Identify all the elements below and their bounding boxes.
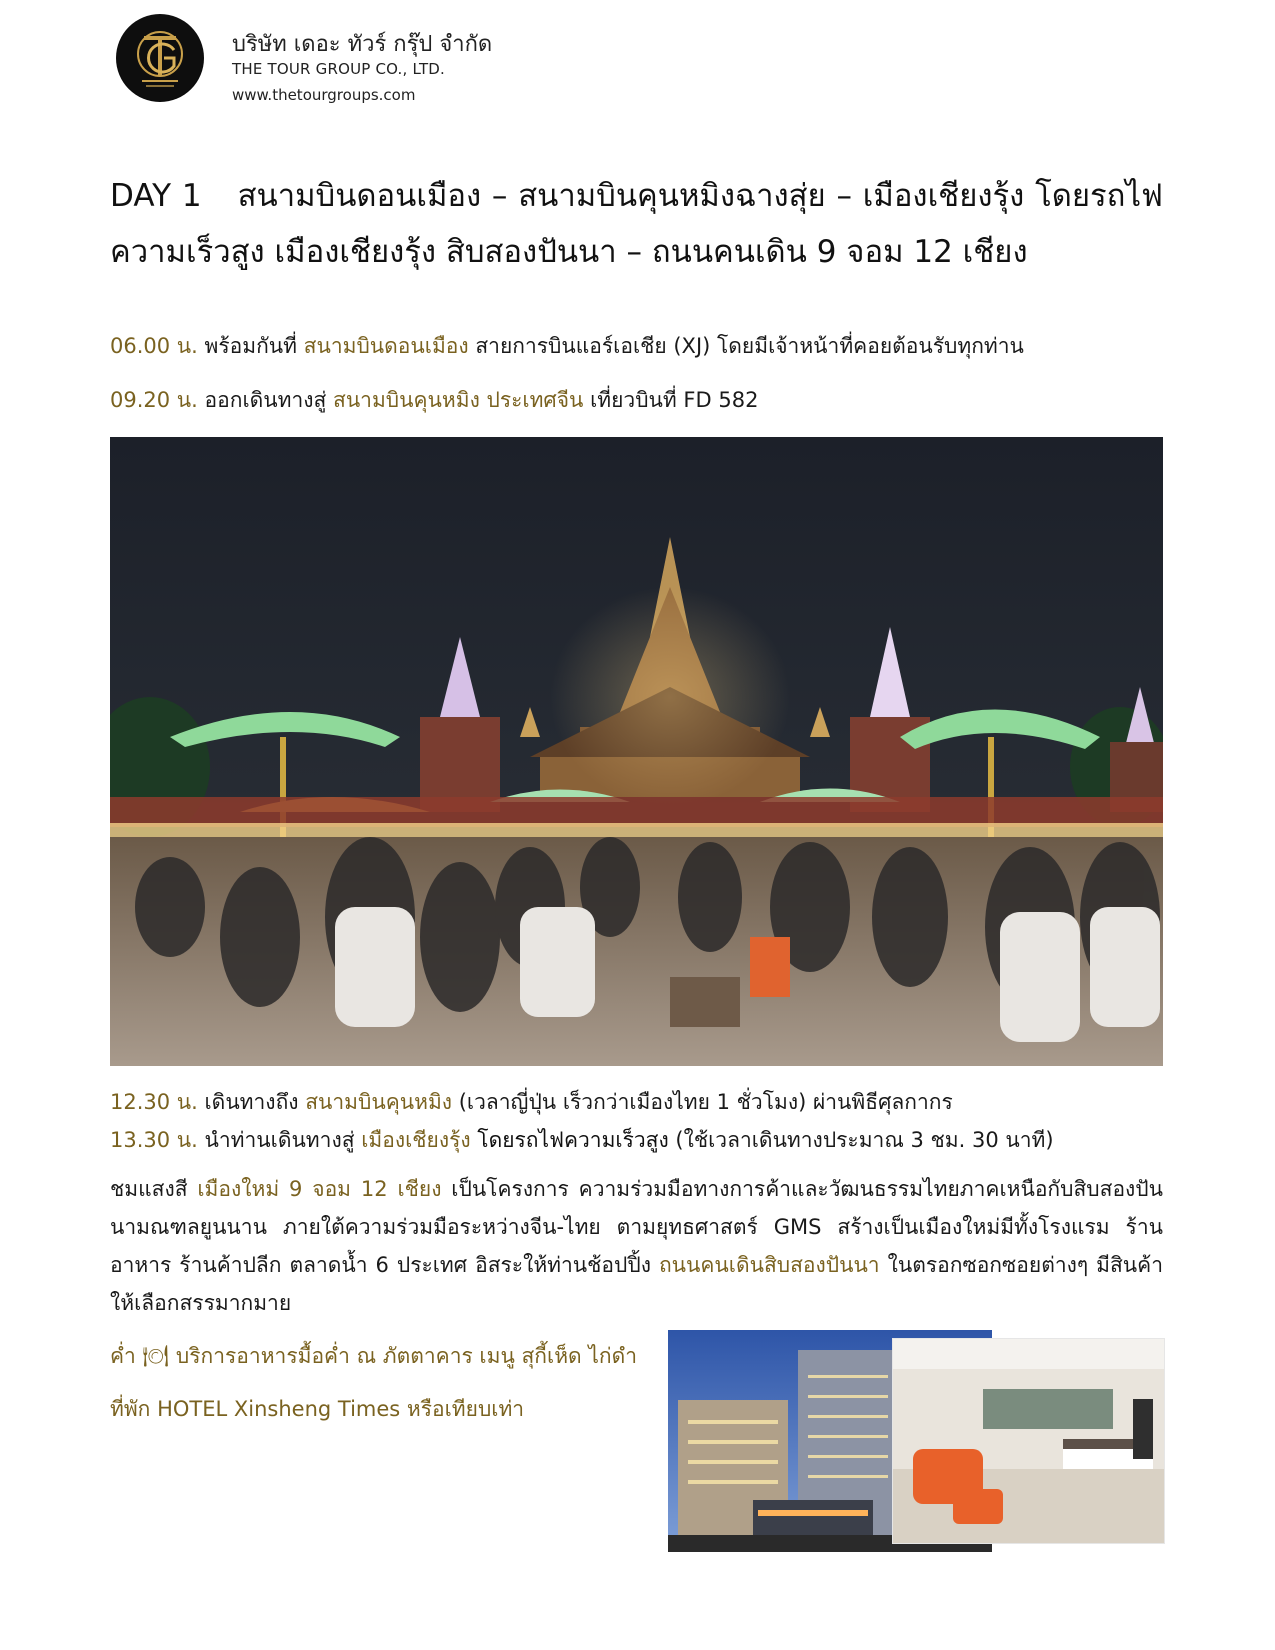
company-name-thai: บริษัท เดอะ ทัวร์ กรุ๊ป จำกัด bbox=[232, 32, 493, 57]
day-title bbox=[110, 168, 1163, 280]
hotel-room-photo bbox=[892, 1338, 1165, 1544]
day-label: DAY 1 bbox=[110, 178, 202, 214]
night-market-temple-photo bbox=[110, 437, 1163, 1066]
hotel-room-illustration bbox=[893, 1339, 1164, 1543]
company-logo bbox=[116, 14, 204, 102]
temple-photo-illustration bbox=[110, 437, 1163, 1066]
itinerary-text: (เวลาญี่ปุ่น เร็วกว่าเมืองไทย 1 ชั่วโมง) ผ่านพิธีศุลกากร bbox=[452, 1090, 953, 1114]
highlight-place: เมืองใหม่ 9 จอม 12 เชียง bbox=[197, 1177, 442, 1201]
tg-monogram-logo-icon bbox=[116, 14, 204, 102]
itinerary-text: พร้อมกันที่ bbox=[197, 334, 304, 358]
hotel-line: ที่พัก HOTEL Xinsheng Times หรือเทียบเท่า bbox=[110, 1397, 525, 1421]
highlight-place: สนามบินคุนหมิง bbox=[305, 1090, 453, 1114]
highlight-place: เมืองเชียงรุ้ง bbox=[361, 1128, 471, 1152]
time-label: 13.30 น. bbox=[110, 1128, 198, 1152]
paragraph-text: เป็นโครงการ ความร่วมมือทางการค้าและวัฒนธรรมไทยภาคเหนือกับสิบสองปันนามณฑลยูนนาน ภายใต้ความร่วมมือระหว่างจีน-ไทย ตามยุทธศาสตร์ GMS สร้างเป็นเมืองใหม่มีทั้งโรงแรม ร้านอาหาร ร้านค้าปลีก ตลาดน้ำ 6 ประเทศ อิสระให้ท่านช้อปปิ้ง bbox=[110, 1177, 1163, 1277]
highlight-place: สนามบินคุนหมิง ประเทศจีน bbox=[333, 388, 584, 412]
dinner-line bbox=[110, 1340, 637, 1373]
highlight-place: ถนนคนเดินสิบสองปันนา bbox=[658, 1253, 880, 1277]
itinerary-text: (ใช้เวลาเดินทางประมาณ 3 ชม. 30 นาที) bbox=[668, 1128, 1054, 1152]
highlight-place: สนามบินดอนเมือง bbox=[303, 334, 469, 358]
itinerary-text: เดินทางถึง bbox=[197, 1090, 306, 1114]
description-paragraph bbox=[110, 1170, 1163, 1322]
itinerary-line-1330 bbox=[110, 1124, 1054, 1157]
company-website: www.thetourgroups.com bbox=[232, 86, 416, 104]
time-label: 12.30 น. bbox=[110, 1090, 198, 1114]
itinerary-line-0600 bbox=[110, 330, 1024, 363]
day-route: สนามบินดอนเมือง – สนามบินคุนหมิงฉางสุ่ย – เมืองเชียงรุ้ง โดยรถไฟความเร็วสูง เมืองเชียงรุ้ง สิบสองปันนา – ถนนคนเดิน 9 จอม 12 เชียง bbox=[110, 178, 1163, 270]
itinerary-text: ออกเดินทางสู่ bbox=[197, 388, 333, 412]
itinerary-text: สายการบินแอร์เอเชีย (XJ) โดยมีเจ้าหน้าที่คอยต้อนรับทุกท่าน bbox=[468, 334, 1024, 358]
time-label: 09.20 น. bbox=[110, 388, 198, 412]
time-label: 06.00 น. bbox=[110, 334, 198, 358]
travel-mode: โดยรถไฟความเร็วสูง bbox=[470, 1128, 669, 1152]
dinner-label: ค่ำ bbox=[110, 1344, 136, 1368]
company-name-english: THE TOUR GROUP CO., LTD. bbox=[232, 60, 446, 78]
itinerary-line-1230 bbox=[110, 1086, 953, 1119]
itinerary-line-0920 bbox=[110, 384, 758, 417]
paragraph-text: ชมแสงสี bbox=[110, 1177, 198, 1201]
paragraph-text: ในตรอกซอกซอยต่างๆ มีสินค้าให้เลือกสรรมากมาย bbox=[110, 1253, 1163, 1315]
itinerary-text: เที่ยวบินที่ FD 582 bbox=[583, 388, 759, 412]
itinerary-text: นำท่านเดินทางสู่ bbox=[197, 1128, 362, 1152]
dinner-text: บริการอาหารมื้อค่ำ ณ ภัตตาคาร เมนู สุกี้เห็ด ไก่ดำ bbox=[175, 1344, 638, 1368]
dinner-plate-icon: 🍽 bbox=[142, 1344, 170, 1368]
